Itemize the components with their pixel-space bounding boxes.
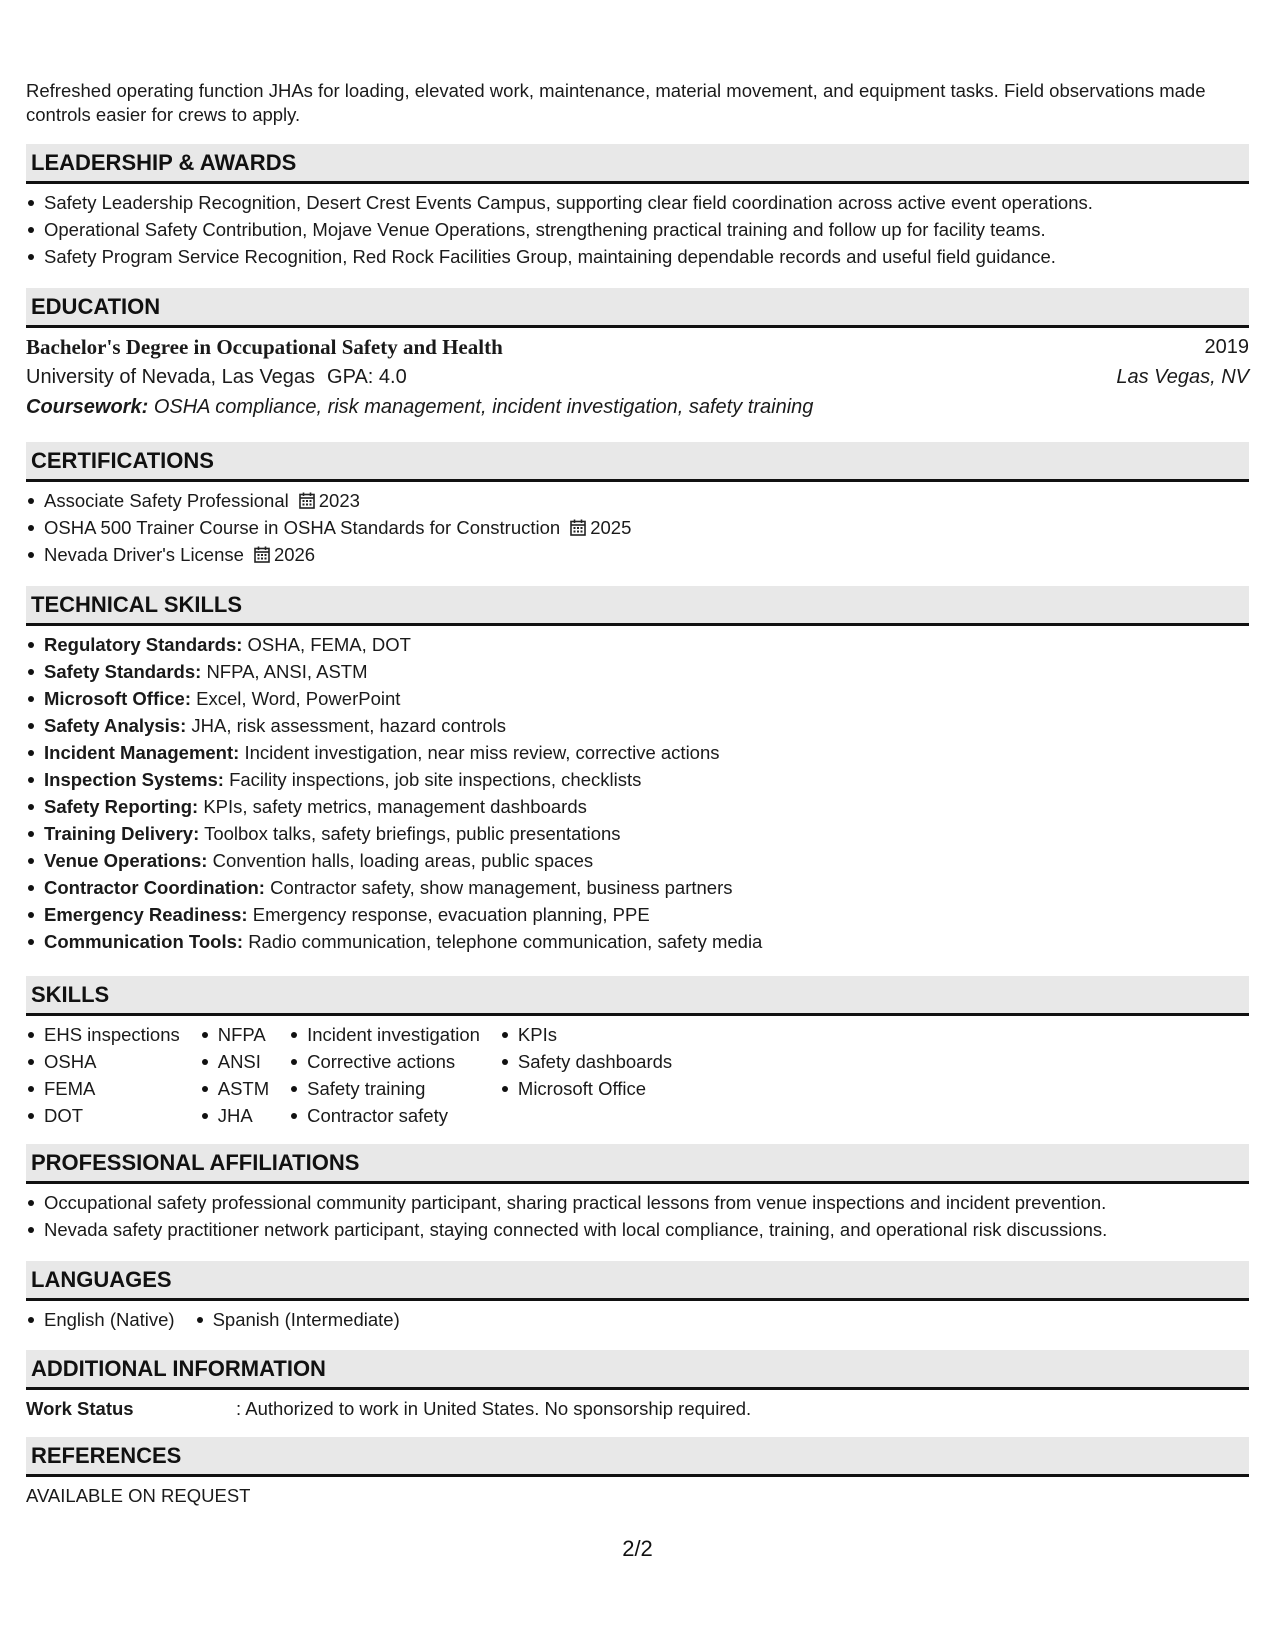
skills-column: [289, 1021, 480, 1129]
list-item: [26, 631, 1249, 658]
skill-label: Safety Standards:: [44, 661, 202, 682]
skill-label: Microsoft Office:: [44, 688, 191, 709]
skill-value: JHA, risk assessment, hazard controls: [191, 715, 506, 736]
skill-label: Communication Tools:: [44, 931, 244, 952]
list-item: ANSI: [200, 1048, 269, 1075]
list-item: KPIs: [500, 1021, 672, 1048]
languages-column: [26, 1306, 175, 1333]
affiliations-section: [26, 1144, 1249, 1243]
skill-value: Contractor safety, show management, business partners: [270, 877, 733, 898]
list-item: [26, 685, 1249, 712]
list-item: [26, 901, 1249, 928]
skills-column: [200, 1021, 269, 1129]
education-section: [26, 288, 1249, 422]
school-name: University of Nevada, Las Vegas: [26, 366, 316, 388]
skill-label: Contractor Coordination:: [44, 877, 265, 898]
skills-column: [500, 1021, 672, 1129]
list-item: EHS inspections: [26, 1021, 180, 1048]
leadership-list: [26, 189, 1249, 270]
coursework-text: OSHA compliance, risk management, incident investigation, safety training: [153, 396, 814, 418]
degree-title: Bachelor's Degree in Occupational Safety and Health: [26, 335, 503, 359]
skill-label: Safety Analysis:: [44, 715, 187, 736]
list-item: [26, 487, 1249, 514]
references-section: [26, 1437, 1249, 1509]
certifications-heading: CERTIFICATIONS: [26, 442, 1249, 482]
list-item: Corrective actions: [289, 1048, 480, 1075]
certification-name: Nevada Driver's License: [44, 544, 244, 565]
list-item: Safety Leadership Recognition, Desert Crest Events Campus, supporting clear field coordination across active event operations.: [26, 189, 1249, 216]
list-item: [26, 739, 1249, 766]
skill-label: Safety Reporting:: [44, 796, 199, 817]
list-item: [26, 874, 1249, 901]
list-item: [26, 514, 1249, 541]
skill-value: Facility inspections, job site inspections, checklists: [229, 769, 642, 790]
leadership-heading: LEADERSHIP & AWARDS: [26, 144, 1249, 184]
skill-label: Inspection Systems:: [44, 769, 224, 790]
certification-name: OSHA 500 Trainer Course in OSHA Standards for Construction: [44, 517, 561, 538]
list-item: [26, 658, 1249, 685]
skill-value: Radio communication, telephone communication, safety media: [248, 931, 763, 952]
list-item: Spanish (Intermediate): [195, 1306, 400, 1333]
skills-heading: SKILLS: [26, 976, 1249, 1016]
skill-value: KPIs, safety metrics, management dashboards: [203, 796, 587, 817]
references-heading: REFERENCES: [26, 1437, 1249, 1477]
education-heading: EDUCATION: [26, 288, 1249, 328]
affiliations-list: [26, 1189, 1249, 1243]
work-status-row: [26, 1395, 1249, 1422]
languages-column: [195, 1306, 400, 1333]
list-item: Safety training: [289, 1075, 480, 1102]
list-item: [26, 766, 1249, 793]
coursework-row: [26, 392, 1249, 422]
skill-value: Toolbox talks, safety briefings, public presentations: [204, 823, 621, 844]
list-item: Occupational safety professional community participant, sharing practical lessons from venue inspections and incident prevention.: [26, 1189, 1249, 1216]
skill-value: Convention halls, loading areas, public spaces: [212, 850, 594, 871]
list-item: [26, 793, 1249, 820]
additional-info-heading: ADDITIONAL INFORMATION: [26, 1350, 1249, 1390]
coursework-label: Coursework:: [26, 396, 149, 418]
work-status-value: : Authorized to work in United States. No sponsorship required.: [236, 1398, 752, 1419]
experience-summary-text: Refreshed operating function JHAs for loading, elevated work, maintenance, material movement, and equipment tasks. Field observations made controls easier for crews to apply.: [26, 80, 1206, 125]
list-item: [26, 712, 1249, 739]
skill-label: Regulatory Standards:: [44, 634, 243, 655]
affiliations-heading: PROFESSIONAL AFFILIATIONS: [26, 1144, 1249, 1184]
list-item: OSHA: [26, 1048, 180, 1075]
calendar-icon: [570, 516, 586, 533]
list-item: Safety dashboards: [500, 1048, 672, 1075]
languages-heading: LANGUAGES: [26, 1261, 1249, 1301]
technical-skills-list: [26, 631, 1249, 955]
list-item: ASTM: [200, 1075, 269, 1102]
list-item: Operational Safety Contribution, Mojave Venue Operations, strengthening practical training and follow up for facility teams.: [26, 216, 1249, 243]
page-number: 2/2: [622, 1536, 653, 1561]
list-item: [26, 820, 1249, 847]
skill-label: Venue Operations:: [44, 850, 208, 871]
list-item: Microsoft Office: [500, 1075, 672, 1102]
list-item: [26, 541, 1249, 568]
skill-value: NFPA, ANSI, ASTM: [206, 661, 368, 682]
list-item: JHA: [200, 1102, 269, 1129]
certification-year: 2026: [273, 544, 316, 565]
skill-label: Emergency Readiness:: [44, 904, 248, 925]
references-text: AVAILABLE ON REQUEST: [26, 1485, 251, 1506]
school-row: [26, 362, 1249, 392]
technical-skills-heading: TECHNICAL SKILLS: [26, 586, 1249, 626]
skill-label: Training Delivery:: [44, 823, 200, 844]
certification-name: Associate Safety Professional: [44, 490, 289, 511]
certification-year: 2025: [590, 517, 632, 538]
skill-value: Emergency response, evacuation planning, PPE: [252, 904, 650, 925]
skills-columns: [26, 1021, 1249, 1129]
school-location: Las Vegas, NV: [1116, 366, 1249, 388]
graduation-year: 2019: [1204, 336, 1249, 358]
additional-info-section: [26, 1350, 1249, 1422]
gpa: GPA: 4.0: [327, 366, 407, 388]
list-item: [26, 928, 1249, 955]
technical-skills-section: [26, 586, 1249, 955]
leadership-section: [26, 144, 1249, 270]
calendar-icon: [254, 543, 270, 560]
list-item: NFPA: [200, 1021, 269, 1048]
work-status-label: Work Status: [26, 1398, 134, 1419]
list-item: Incident investigation: [289, 1021, 480, 1048]
certifications-section: [26, 442, 1249, 568]
certifications-list: [26, 487, 1249, 568]
resume-page: [26, 0, 1249, 1650]
list-item: FEMA: [26, 1075, 180, 1102]
list-item: Nevada safety practitioner network participant, staying connected with local compliance, training, and operational risk discussions.: [26, 1216, 1249, 1243]
skill-value: Incident investigation, near miss review, corrective actions: [244, 742, 720, 763]
degree-row: [26, 332, 1249, 362]
list-item: DOT: [26, 1102, 180, 1129]
skills-section: [26, 976, 1249, 1129]
calendar-icon: [299, 489, 315, 506]
skills-column: [26, 1021, 180, 1129]
certification-year: 2023: [318, 490, 360, 511]
skill-value: Excel, Word, PowerPoint: [196, 688, 401, 709]
list-item: Contractor safety: [289, 1102, 480, 1129]
list-item: Safety Program Service Recognition, Red Rock Facilities Group, maintaining dependable records and useful field guidance.: [26, 243, 1249, 270]
languages-section: [26, 1261, 1249, 1333]
skill-label: Incident Management:: [44, 742, 240, 763]
list-item: English (Native): [26, 1306, 175, 1333]
skill-value: OSHA, FEMA, DOT: [247, 634, 411, 655]
languages-list: [26, 1306, 1249, 1333]
list-item: [26, 847, 1249, 874]
